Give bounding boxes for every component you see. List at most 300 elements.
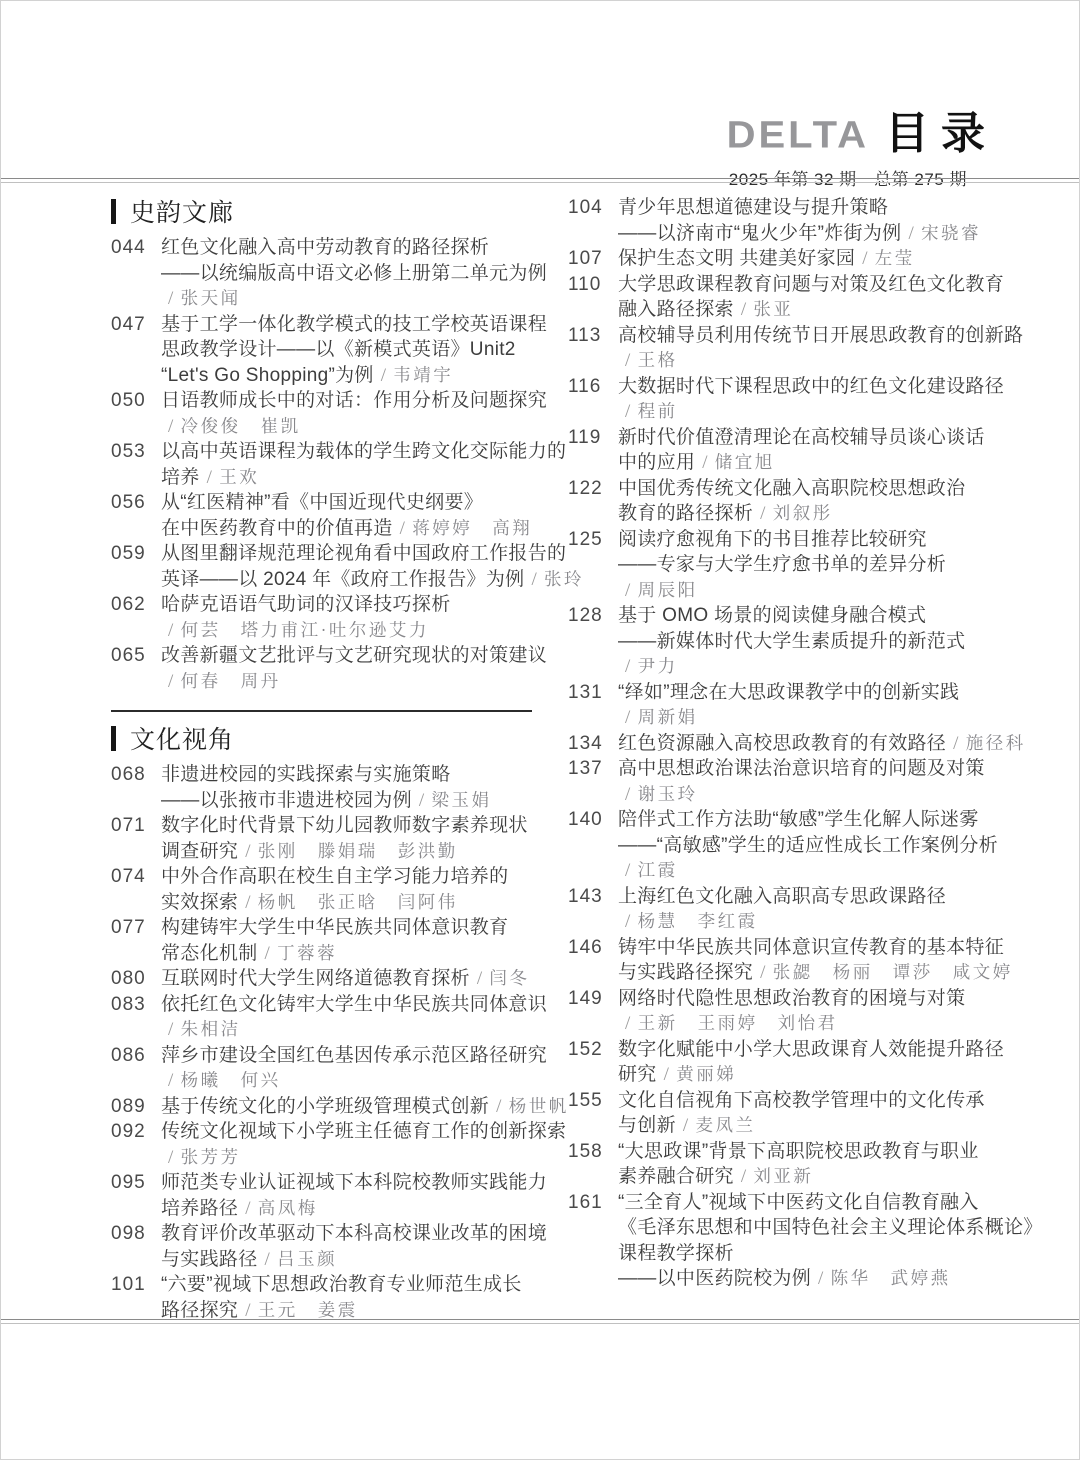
author-separator: / [760, 503, 766, 524]
toc-entry [568, 374, 1005, 425]
author-separator: / [168, 1146, 174, 1168]
entry-lines [618, 195, 989, 246]
entry-number: 104 [568, 197, 603, 218]
entry-title-text: ——新媒体时代大学生素质提升的新范式 [618, 630, 966, 652]
entry-lines [161, 1272, 532, 1323]
entry-authors: 麦凤兰 [695, 1115, 756, 1135]
author-separator: / [264, 1248, 271, 1270]
entry-line [618, 1011, 989, 1037]
entry-number: 143 [568, 885, 603, 907]
toc-entry [568, 527, 989, 604]
toc-entry [568, 935, 1013, 986]
entry-line [161, 643, 548, 669]
entry-authors: 何芸 塔力甫江·吐尔逊艾力 [180, 619, 429, 640]
entry-authors: 杨帆 张正晗 闫阿伟 [257, 891, 458, 912]
entry-lines [618, 1190, 1043, 1292]
entry-title-text: 中的应用 [618, 452, 696, 473]
entry-number: 053 [111, 441, 146, 462]
toc-entry [568, 1037, 1005, 1088]
entry-number: 155 [568, 1089, 603, 1111]
entry-authors: 张刚 滕娟瑞 彭洪勤 [257, 840, 458, 861]
entry-line [618, 858, 989, 884]
entry-line [618, 1190, 989, 1216]
entry-line [161, 915, 532, 941]
entry-title-text: ——以济南市“鬼火少年”炸街为例 [618, 222, 902, 244]
entry-line [618, 552, 989, 578]
entry-title-text: 中国优秀传统文化融入高职院校思想政治 [618, 477, 966, 499]
entry-lines [161, 1119, 567, 1170]
entry-lines [618, 680, 989, 731]
entry-title-text: 常态化机制 [161, 942, 258, 964]
entry-authors: 刘叙彤 [772, 503, 833, 523]
entry-number: 119 [568, 426, 602, 448]
toc-entry [111, 388, 548, 439]
entry-title-text: 与实践路径 [161, 1248, 258, 1270]
entry-title-text: 思政教学设计——以《新模式英语》Unit2 [161, 339, 516, 360]
entry-authors: 施径科 [965, 732, 1026, 753]
entry-lines [161, 992, 548, 1043]
entry-title-text: 培养 [161, 466, 200, 488]
entry-title-text: 从图里翻译规范理论视角看中国政府工作报告的 [161, 543, 567, 564]
entry-line [618, 756, 989, 782]
entry-line [161, 839, 532, 865]
entry-number: 161 [568, 1191, 603, 1213]
entry-title-text: 中外合作高职在校生自主学习能力培养的 [161, 866, 509, 887]
author-separator: / [682, 1115, 689, 1136]
page-header [726, 97, 997, 190]
entry-authors: 张亚 [753, 299, 794, 319]
entry-line [161, 541, 567, 567]
entry-line [618, 501, 989, 527]
entry-lines [161, 541, 585, 592]
entry-lines [161, 235, 548, 312]
entry-number: 086 [111, 1044, 146, 1066]
author-separator: / [625, 579, 631, 601]
author-separator: / [702, 452, 708, 473]
entry-authors: 储宜旭 [714, 452, 775, 472]
entry-title-text: 研究 [618, 1064, 657, 1085]
entry-lines [618, 272, 1005, 323]
section-divider [111, 710, 532, 712]
entry-line [618, 476, 989, 502]
entry-line [618, 425, 989, 451]
entry-title-text: 路径探究 [161, 1299, 239, 1321]
brand-row [726, 97, 997, 161]
entry-line [161, 337, 532, 363]
author-separator: / [168, 288, 174, 309]
entry-lines [161, 915, 532, 966]
entry-lines [618, 807, 998, 884]
entry-lines [618, 756, 989, 807]
entry-line [161, 966, 532, 992]
entry-line [618, 833, 998, 859]
entry-number: 110 [568, 273, 602, 295]
entry-number: 062 [111, 594, 146, 615]
author-separator: / [168, 1070, 174, 1091]
entry-line [618, 731, 1026, 757]
toc-entry [111, 541, 585, 592]
entry-title-text: 日语教师成长中的对话：作用分析及问题探究 [161, 390, 548, 411]
entry-line [161, 490, 532, 516]
entry-lines [618, 1037, 1005, 1088]
entry-number: 044 [111, 237, 146, 258]
entry-title-text: 互联网时代大学生网络道德教育探析 [161, 968, 470, 989]
entry-number: 113 [568, 324, 602, 346]
entry-line [618, 578, 989, 604]
entry-number: 050 [111, 390, 146, 411]
entry-title-text: ——以中医药院校为例 [618, 1268, 812, 1289]
author-separator: / [168, 619, 174, 641]
toc-entry [568, 1088, 989, 1139]
entry-title-text: 大学思政课程教育问题与对策及红色文化教育 [618, 273, 1005, 295]
entry-authors: 闫冬 [489, 968, 530, 988]
entry-line [161, 235, 532, 261]
entry-number: 092 [111, 1121, 146, 1142]
entry-title-text: 教育评价改革驱动下本科高校课业改革的困境 [161, 1223, 548, 1244]
toc-entry [111, 762, 532, 813]
entry-line [618, 246, 989, 272]
author-separator: / [245, 891, 251, 913]
entry-line [161, 261, 548, 287]
entry-lines [618, 603, 989, 680]
entry-line [161, 1119, 567, 1145]
entry-title-text: 大数据时代下课程思政中的红色文化建设路径 [618, 375, 1005, 397]
entry-lines [161, 643, 548, 694]
entry-line [618, 195, 989, 221]
toc-entry [111, 439, 567, 490]
entry-line [161, 516, 532, 542]
entry-number: 107 [568, 248, 603, 269]
section-bar [111, 199, 116, 224]
entry-number: 134 [568, 732, 603, 754]
toc-entry [568, 1190, 1043, 1292]
toc-entry [568, 986, 989, 1037]
entry-title-text: 陪伴式工作方法助“敏感”学生化解人际迷雾 [618, 809, 979, 830]
toc-entry [568, 195, 989, 246]
author-separator: / [476, 968, 483, 989]
entry-number: 065 [111, 645, 146, 666]
entry-line [618, 374, 1005, 400]
entry-line [161, 1017, 532, 1043]
entry-lines [161, 312, 548, 389]
toc-entry [111, 1043, 548, 1094]
toc-entry [111, 1119, 567, 1170]
entry-lines [161, 1094, 569, 1120]
entry-lines [161, 813, 532, 864]
entry-authors: 韦靖宇 [393, 364, 454, 385]
entry-title-text: 网络时代隐性思想政治教育的困境与对策 [618, 987, 966, 1009]
entry-line [161, 388, 548, 414]
entry-title-text: “绎如”理念在大思政课教学中的创新实践 [618, 681, 960, 703]
toc-entry [111, 813, 532, 864]
entry-authors: 周辰阳 [637, 579, 698, 600]
entry-line [618, 323, 1024, 349]
author-separator: / [740, 299, 747, 320]
entry-title-text: 从“红医精神”看《中国近现代史纲要》 [161, 492, 484, 513]
entry-authors: 吕玉颜 [277, 1248, 338, 1269]
entry-authors: 丁蓉蓉 [277, 942, 338, 963]
entry-lines [618, 374, 1005, 425]
entry-line [618, 527, 989, 553]
entry-line [161, 788, 532, 814]
entry-lines [161, 1221, 548, 1272]
entry-authors: 黄丽娣 [676, 1064, 737, 1084]
section-title: 文化视角 [130, 726, 235, 754]
entry-title-text: “六要”视域下思想政治教育专业师范生成长 [161, 1274, 522, 1295]
entry-line [161, 592, 532, 618]
entry-title-text: 素养融合研究 [618, 1166, 734, 1187]
footer-divider [1, 1319, 1079, 1324]
entry-authors: 冷俊俊 崔凯 [180, 415, 301, 436]
entry-line [161, 567, 585, 593]
entry-lines [618, 884, 989, 935]
entry-line [161, 286, 532, 312]
entry-number: 122 [568, 477, 603, 499]
entry-title-text: 新时代价值澄清理论在高校辅导员谈心谈话 [618, 426, 985, 448]
entry-authors: 程前 [637, 401, 678, 421]
entry-line [618, 960, 1013, 986]
entry-line [618, 629, 989, 655]
entry-title-text: 传统文化视域下小学班主任德育工作的创新探索 [161, 1121, 567, 1142]
entry-lines [161, 966, 532, 992]
entry-line [618, 1139, 989, 1165]
author-separator: / [625, 783, 631, 805]
entry-line [618, 986, 989, 1012]
entry-line [618, 348, 989, 374]
toc-entry [111, 312, 548, 389]
entry-title-text: 与创新 [618, 1115, 676, 1136]
entry-line [618, 1266, 989, 1292]
entry-title-text: 基于工学一体化教学模式的技工学校英语课程 [161, 313, 548, 335]
section-title: 史韵文廊 [130, 199, 235, 227]
author-separator: / [625, 707, 631, 728]
entry-title-text: 阅读疗愈视角下的书目推荐比较研究 [618, 528, 927, 550]
entry-number: 101 [111, 1274, 146, 1295]
entry-number: 116 [568, 375, 602, 397]
entry-number: 146 [568, 936, 603, 958]
entry-number: 080 [111, 968, 146, 989]
entry-line [161, 864, 532, 890]
entry-title-text: 萍乡市建设全国红色基因传承示范区路径研究 [161, 1044, 548, 1066]
author-separator: / [168, 670, 174, 692]
entry-line [161, 992, 548, 1018]
entry-title-text: “三全育人”视域下中医药文化自信教育融入 [618, 1191, 979, 1213]
entry-line [618, 909, 989, 935]
entry-lines [161, 864, 532, 915]
entry-authors: 张天闻 [180, 288, 241, 308]
entry-title-text: 课程教学探析 [618, 1242, 734, 1264]
entry-title-text: 实效探索 [161, 891, 239, 913]
entry-line [161, 1170, 548, 1196]
toc-entry [568, 272, 1005, 323]
entry-number: 125 [568, 528, 603, 550]
entry-number: 098 [111, 1223, 146, 1244]
entry-title-text: 依托红色文化铸牢大学生中华民族共同体意识 [161, 993, 548, 1015]
author-separator: / [531, 568, 538, 590]
toc-entry [111, 235, 548, 312]
toc-entry [568, 323, 1024, 374]
author-separator: / [380, 364, 387, 386]
entry-title-text: 以高中英语课程为载体的学生跨文化交际能力的 [161, 441, 567, 462]
entry-title-text: 非遗进校园的实践探索与实施策略 [161, 764, 451, 785]
entry-lines [618, 527, 989, 604]
toc-entry [111, 1170, 548, 1221]
entry-title-text: 上海红色文化融入高职高专思政课路径 [618, 885, 947, 907]
entry-title-text: 教育的路径探析 [618, 503, 754, 524]
entry-lines [161, 762, 532, 813]
entry-title-text: 红色文化融入高中劳动教育的路径探析 [161, 237, 490, 258]
entry-title-text: 培养路径 [161, 1197, 239, 1219]
entry-authors: 尹力 [637, 656, 678, 676]
entry-line [618, 705, 989, 731]
entry-title-text: 数字化赋能中小学大思政课育人效能提升路径 [618, 1038, 1005, 1060]
entry-title-text: “Let's Go Shopping”为例 [161, 364, 374, 386]
entry-title-text: ——以统编版高中语文必修上册第二单元为例 [161, 262, 548, 284]
author-separator: / [760, 962, 766, 983]
entry-lines [161, 1170, 548, 1221]
toc-entry [568, 680, 989, 731]
entry-line [618, 221, 989, 247]
author-separator: / [206, 466, 213, 488]
entry-authors: 何春 周丹 [180, 670, 281, 691]
entry-line [618, 272, 1005, 298]
author-separator: / [663, 1064, 670, 1085]
entry-line [618, 807, 989, 833]
entry-line [618, 884, 989, 910]
entry-number: 152 [568, 1038, 603, 1060]
entry-number: 056 [111, 492, 146, 513]
entry-number: 083 [111, 993, 146, 1015]
entry-title-text: 铸牢中华民族共同体意识宣传教育的基本特征 [618, 936, 1005, 958]
entry-line [161, 363, 532, 389]
entry-line [161, 1068, 532, 1094]
author-separator: / [496, 1095, 502, 1117]
entry-line [161, 941, 532, 967]
author-separator: / [862, 248, 868, 269]
entry-title-text: 青少年思想道德建设与提升策略 [618, 197, 889, 218]
author-separator: / [818, 1268, 824, 1289]
entry-title-text: 与实践路径探究 [618, 962, 754, 983]
entry-authors: 杨世帆 [508, 1095, 569, 1116]
author-separator: / [245, 1299, 251, 1321]
entry-line [161, 1221, 548, 1247]
entry-line [618, 1062, 989, 1088]
toc-entry [111, 643, 548, 694]
entry-authors: 王格 [637, 350, 678, 370]
entry-line [618, 680, 989, 706]
entry-authors: 朱相洁 [180, 1019, 241, 1039]
toc-columns [111, 191, 1043, 1323]
toc-entry [111, 1221, 548, 1272]
entry-number: 077 [111, 917, 146, 938]
entry-title-text: 红色资源融入高校思政教育的有效路径 [618, 732, 947, 754]
author-separator: / [418, 789, 425, 811]
entry-number: 131 [568, 681, 603, 703]
author-separator: / [625, 1013, 631, 1034]
entry-number: 059 [111, 543, 146, 564]
entry-number: 068 [111, 764, 146, 785]
author-separator: / [953, 732, 959, 754]
entry-authors: 张勰 杨丽 谭莎 咸文婷 [772, 962, 1013, 982]
entry-title-text: 数字化时代背景下幼儿园教师数字素养现状 [161, 815, 528, 836]
entry-authors: 江霞 [637, 860, 678, 880]
entry-title-text: 构建铸牢大学生中华民族共同体意识教育 [161, 917, 509, 938]
entry-line [618, 297, 989, 323]
journal-logo: DELTA [726, 113, 869, 157]
entry-authors: 谢玉玲 [637, 783, 698, 804]
entry-number: 089 [111, 1095, 146, 1117]
entry-title-text: ——以张掖市非遗进校园为例 [161, 789, 412, 811]
entry-lines [618, 1139, 989, 1190]
entry-title-text: “大思政课”背景下高职院校思政教育与职业 [618, 1140, 979, 1162]
entry-lines [161, 490, 532, 541]
author-separator: / [908, 222, 915, 244]
entry-title-text: 融入路径探索 [618, 299, 734, 320]
entry-title-text: 高中思想政治课法治意识培育的问题及对策 [618, 758, 985, 779]
entry-authors: 梁玉娟 [431, 789, 492, 810]
entry-number: 074 [111, 866, 146, 887]
entry-lines [618, 246, 989, 272]
entry-authors: 宋骁睿 [921, 222, 982, 243]
entry-title-text: 英译——以 2024 年《政府工作报告》为例 [161, 568, 525, 590]
entry-authors: 蒋婷婷 高翔 [412, 517, 533, 538]
entry-number: 140 [568, 809, 603, 830]
entry-line [618, 1215, 1043, 1241]
toc-entry [111, 490, 532, 541]
entry-title-text: 在中医药教育中的价值再造 [161, 517, 393, 539]
entry-line [618, 1113, 989, 1139]
entry-lines [618, 476, 989, 527]
section-bar [111, 726, 116, 751]
entry-authors: 刘亚新 [753, 1166, 814, 1186]
entry-line [618, 603, 989, 629]
entry-title-text: 文化自信视角下高校教学管理中的文化传承 [618, 1089, 985, 1111]
entry-authors: 左莹 [874, 248, 915, 268]
entry-line [161, 669, 532, 695]
entry-title-text: 师范类专业认证视域下本科院校教师实践能力 [161, 1172, 548, 1193]
entry-title-text: ——“高敏感”学生的适应性成长工作案例分析 [618, 834, 998, 856]
entry-line [161, 312, 548, 338]
entry-line [161, 890, 532, 916]
author-separator: / [625, 656, 631, 677]
right-column [568, 191, 1043, 1323]
entry-number: 071 [111, 815, 146, 836]
toc-entry [111, 915, 532, 966]
entry-title-text: 保护生态文明 共建美好家园 [618, 248, 856, 269]
toc-entry [568, 756, 989, 807]
entry-authors: 陈华 武婷燕 [830, 1268, 951, 1288]
toc-entry [568, 731, 1026, 757]
entry-authors: 张芳芳 [180, 1146, 241, 1167]
toc-entry [568, 476, 989, 527]
entry-title-text: ——专家与大学生疗愈书单的差异分析 [618, 554, 947, 575]
toc-entry [568, 884, 989, 935]
entry-title-text: 《毛泽东思想和中国特色社会主义理论体系概论》 [618, 1217, 1043, 1238]
entry-title-text: 高校辅导员利用传统节日开展思政教育的创新路 [618, 324, 1024, 346]
author-separator: / [740, 1166, 747, 1187]
entry-lines [618, 1088, 989, 1139]
entry-line [161, 414, 532, 440]
entry-authors: 王欢 [219, 466, 260, 487]
toc-entry [111, 1094, 569, 1120]
entry-lines [618, 425, 989, 476]
entry-line [161, 762, 532, 788]
author-separator: / [245, 1197, 251, 1219]
entry-authors: 张玲 [544, 568, 585, 589]
entry-lines [618, 935, 1013, 986]
issue-info: 2025 年第 32 期 总第 275 期 [728, 170, 967, 189]
author-separator: / [625, 350, 631, 371]
